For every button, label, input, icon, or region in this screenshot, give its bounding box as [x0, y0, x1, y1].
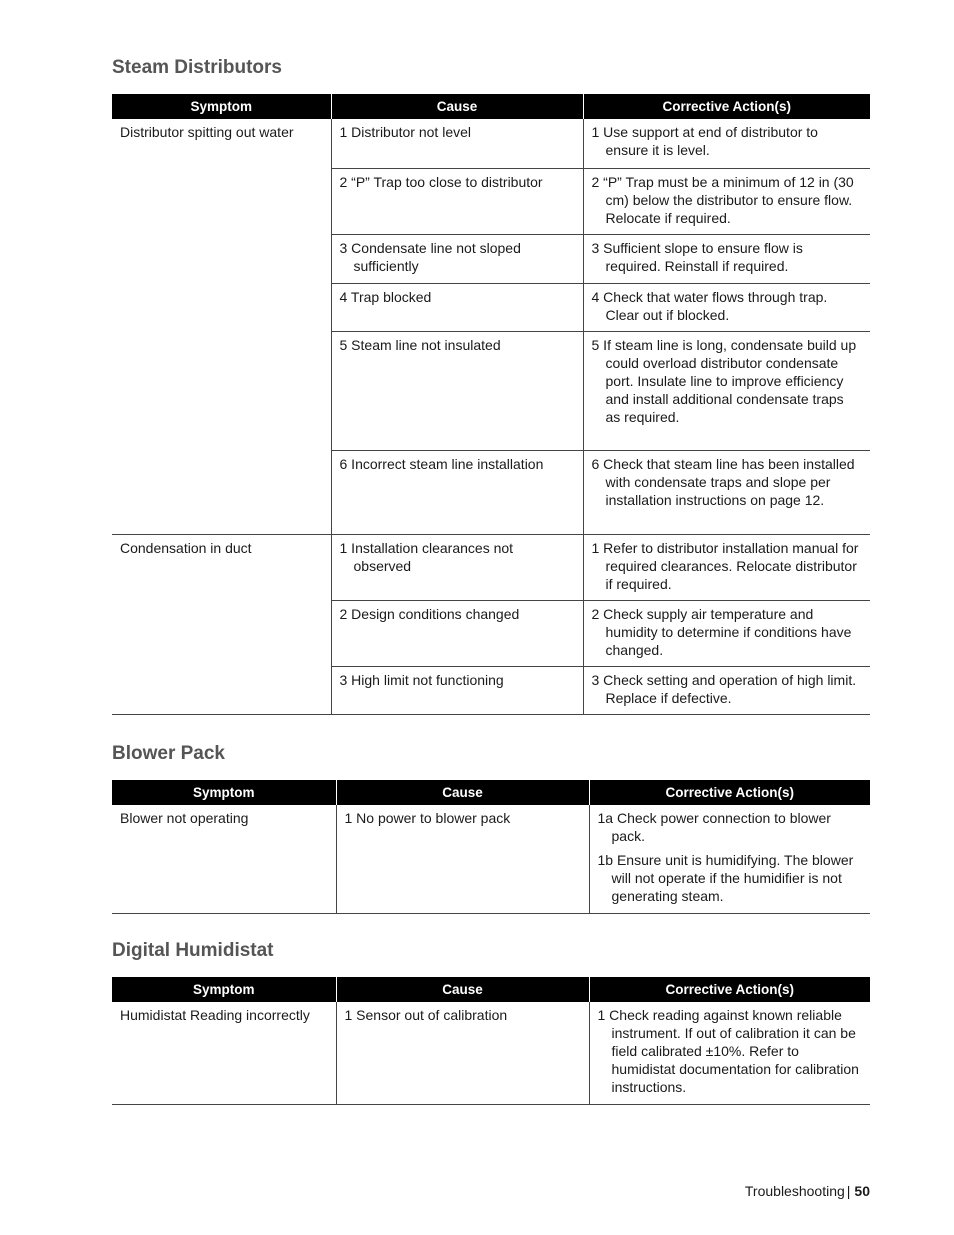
- action-cell: 5 If steam line is long, condensate build up could overload distributor condensate port. Insulate line to improve efficiency and install additional condensate traps as required.: [583, 331, 870, 450]
- action-cell: 2 “P” Trap must be a minimum of 12 in (30 cm) below the distributor to ensure flow. Relocate if required.: [583, 168, 870, 234]
- cause-cell: 4 Trap blocked: [331, 283, 583, 331]
- action-cell: [589, 805, 870, 913]
- symptom-cell: Condensation in duct: [112, 534, 331, 714]
- header-symptom: Symptom: [112, 94, 331, 119]
- cause-cell: 3 Condensate line not sloped sufficiently: [331, 234, 583, 283]
- cause-cell: 2 Design conditions changed: [331, 600, 583, 666]
- header-cause: Cause: [336, 780, 589, 805]
- table-row: [112, 534, 870, 600]
- cause-cell: 1 Sensor out of calibration: [336, 1002, 589, 1104]
- cause-cell: 6 Incorrect steam line installation: [331, 450, 583, 534]
- action-item: 1b Ensure unit is humidifying. The blower will not operate if the humidifier is not generating steam.: [597, 852, 854, 904]
- header-symptom: Symptom: [112, 780, 336, 805]
- steam-distributors-table: [112, 94, 870, 715]
- action-cell: 3 Sufficient slope to ensure flow is required. Reinstall if required.: [583, 234, 870, 283]
- action-cell: 1 Refer to distributor installation manual for required clearances. Relocate distributor if required.: [583, 534, 870, 600]
- section-title-steam-distributors: Steam Distributors: [112, 57, 282, 78]
- action-item: 1a Check power connection to blower pack.: [597, 810, 831, 844]
- header-cause: Cause: [336, 977, 589, 1002]
- header-corrective-action: Corrective Action(s): [589, 780, 870, 805]
- action-cell: 6 Check that steam line has been installed with condensate traps and slope per installation instructions on page 12.: [583, 450, 870, 534]
- table-row: [112, 119, 870, 168]
- cause-cell: 1 Distributor not level: [331, 119, 583, 168]
- header-corrective-action: Corrective Action(s): [589, 977, 870, 1002]
- cause-cell: 1 Installation clearances not observed: [331, 534, 583, 600]
- page-footer: [745, 1183, 870, 1199]
- section-title-blower-pack: Blower Pack: [112, 743, 225, 764]
- table-header-row: [112, 977, 870, 1002]
- action-cell: 4 Check that water flows through trap. Clear out if blocked.: [583, 283, 870, 331]
- cause-cell: 2 “P” Trap too close to distributor: [331, 168, 583, 234]
- table-header-row: [112, 94, 870, 119]
- symptom-cell: Blower not operating: [112, 805, 336, 913]
- action-cell: 2 Check supply air temperature and humidity to determine if conditions have changed.: [583, 600, 870, 666]
- symptom-cell: Humidistat Reading incorrectly: [112, 1002, 336, 1104]
- header-cause: Cause: [331, 94, 583, 119]
- header-corrective-action: Corrective Action(s): [583, 94, 870, 119]
- action-cell: 1 Check reading against known reliable instrument. If out of calibration it can be field calibrated ±10%. Refer to humidistat documentation for calibration instructions.: [589, 1002, 870, 1104]
- action-cell: 1 Use support at end of distributor to ensure it is level.: [583, 119, 870, 168]
- table-row: [112, 805, 870, 913]
- table-header-row: [112, 780, 870, 805]
- symptom-cell: Distributor spitting out water: [112, 119, 331, 534]
- cause-cell: 1 No power to blower pack: [336, 805, 589, 913]
- section-title-digital-humidistat: Digital Humidistat: [112, 940, 274, 961]
- header-symptom: Symptom: [112, 977, 336, 1002]
- cause-cell: 3 High limit not functioning: [331, 666, 583, 714]
- table-row: [112, 1002, 870, 1104]
- digital-humidistat-table: [112, 977, 870, 1105]
- footer-separator: |: [846, 1183, 851, 1199]
- blower-pack-table: [112, 780, 870, 914]
- page-number: 50: [854, 1183, 870, 1199]
- footer-section-name: Troubleshooting: [744, 1183, 845, 1199]
- cause-cell: 5 Steam line not insulated: [331, 331, 583, 450]
- action-cell: 3 Check setting and operation of high limit. Replace if defective.: [583, 666, 870, 714]
